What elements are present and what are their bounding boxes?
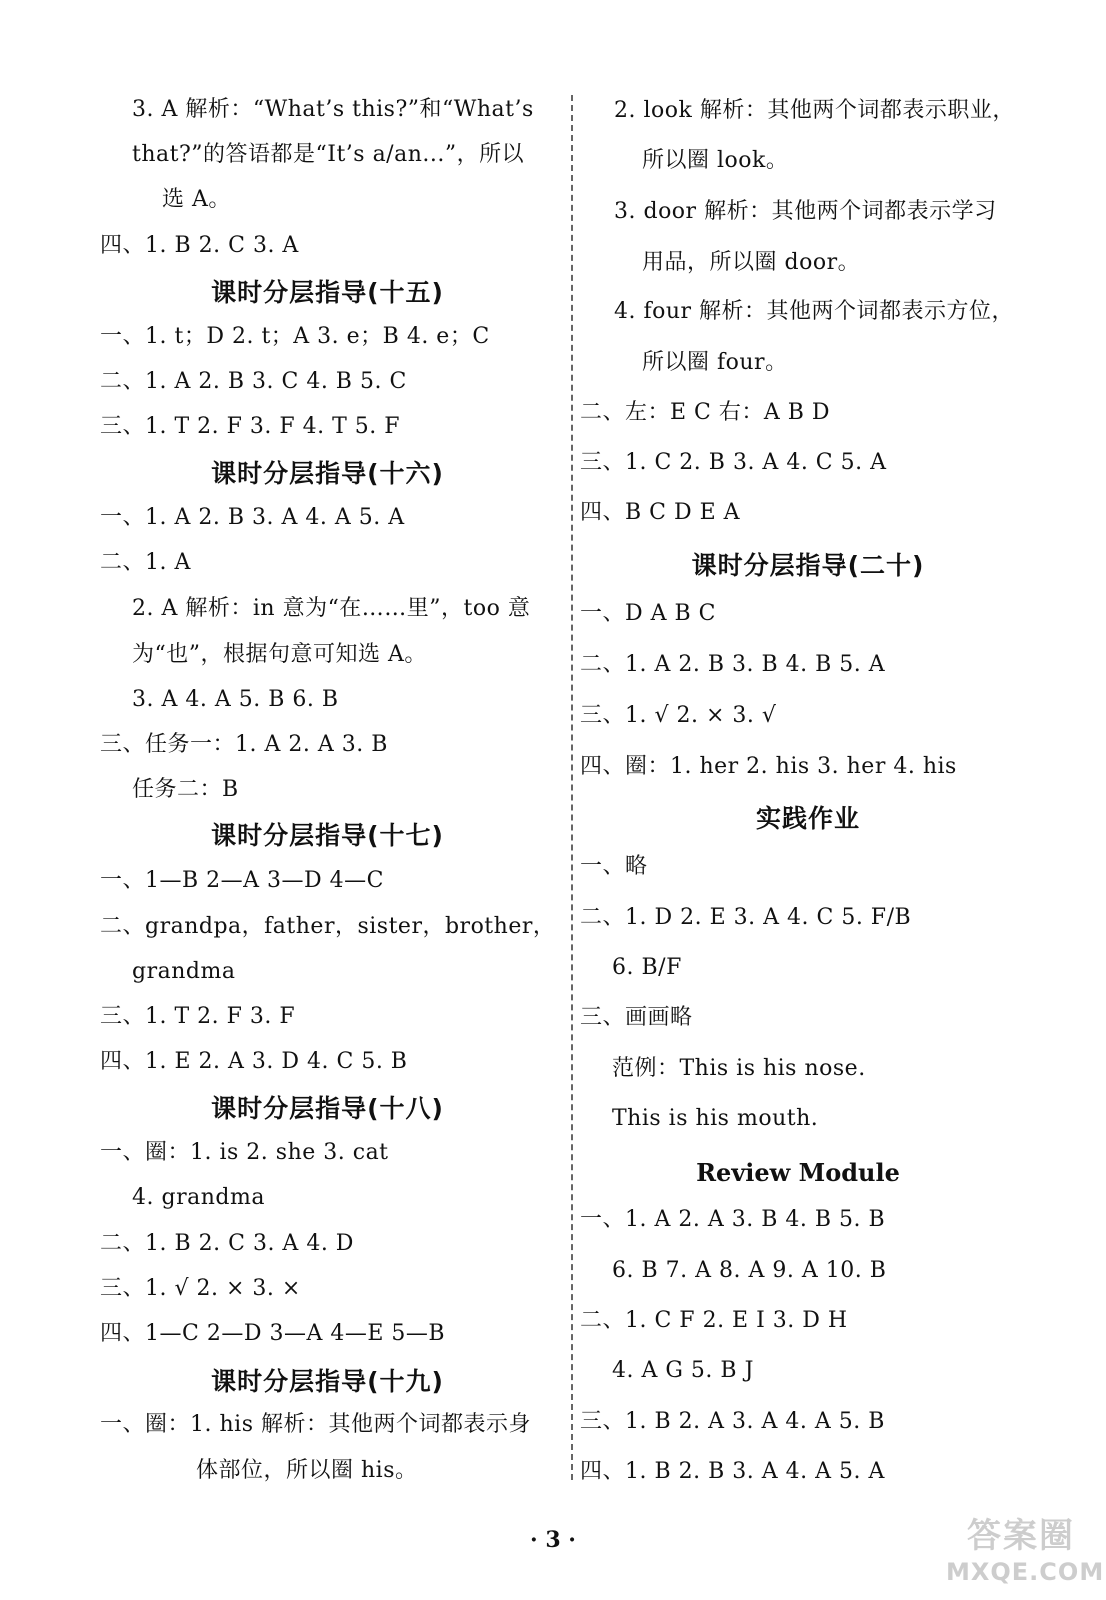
answer-line: 为“也”，根据句意可知选 A。 (132, 642, 427, 667)
answer-line: 用品，所以圈 door。 (642, 250, 861, 275)
answer-line: that?”的答语都是“It’s a/an...”，所以 (132, 142, 525, 167)
section-heading: 课时分层指导(十九) (211, 1367, 444, 1396)
answer-line: grandma (132, 959, 236, 984)
answer-line: 一、1. A 2. B 3. A 4. A 5. A (100, 505, 405, 530)
answer-line: 三、1. B 2. A 3. A 4. A 5. B (580, 1409, 885, 1434)
answer-line: 二、1. B 2. C 3. A 4. D (100, 1231, 354, 1256)
watermark-url: MXQE.COM (946, 1558, 1105, 1586)
answer-line: 3. A 解析：“What’s this?”和“What’s (132, 97, 534, 122)
page-number: · 3 · (530, 1527, 576, 1553)
answer-line: 三、画画略 (580, 1005, 693, 1030)
answer-line: 二、1. A 2. B 3. C 4. B 5. C (100, 369, 407, 394)
answer-line: 四、B C D E A (580, 500, 741, 525)
answer-line: 二、1. A 2. B 3. B 4. B 5. A (580, 652, 886, 677)
section-heading: 实践作业 (755, 804, 860, 833)
answer-line: 3. A 4. A 5. B 6. B (132, 687, 339, 712)
section-heading: 课时分层指导(十八) (211, 1094, 444, 1123)
answer-line: 所以圈 four。 (642, 350, 788, 375)
section-heading: 课时分层指导(十五) (211, 278, 444, 307)
answer-line: 4. A G 5. B J (612, 1358, 754, 1383)
answer-line: 二、1. D 2. E 3. A 4. C 5. F/B (580, 905, 912, 930)
answer-line: 6. B 7. A 8. A 9. A 10. B (612, 1258, 887, 1283)
answer-line: 一、D A B C (580, 601, 717, 626)
answer-line: 一、1—B 2—A 3—D 4—C (100, 868, 384, 893)
watermark-logo (946, 1514, 1105, 1594)
answer-line: 四、1—C 2—D 3—A 4—E 5—B (100, 1321, 446, 1346)
column-divider (571, 95, 573, 1480)
answer-line: 三、任务一：1. A 2. A 3. B (100, 732, 388, 757)
section-heading: 课时分层指导(二十) (691, 551, 925, 580)
answer-line: This is his mouth. (612, 1106, 819, 1131)
answer-line: 四、圈：1. her 2. his 3. her 4. his (580, 754, 957, 779)
answer-line: 四、1. B 2. C 3. A (100, 233, 299, 258)
answer-line: 体部位，所以圈 his。 (196, 1458, 418, 1483)
answer-line: 二、1. C F 2. E I 3. D H (580, 1308, 848, 1333)
answer-line: 三、1. T 2. F 3. F (100, 1004, 296, 1029)
answer-line: 选 A。 (162, 187, 231, 212)
section-heading: 课时分层指导(十七) (211, 821, 444, 850)
answer-line: 二、1. A (100, 550, 191, 575)
answer-line: 一、略 (580, 854, 648, 879)
watermark-title: 答案圈 (967, 1516, 1075, 1556)
answer-line: 一、1. A 2. A 3. B 4. B 5. B (580, 1207, 886, 1232)
answer-line: 二、左：E C 右：A B D (580, 400, 831, 425)
answer-line: 一、圈：1. his 解析：其他两个词都表示身 (100, 1412, 531, 1437)
answer-line: 所以圈 look。 (642, 148, 789, 173)
answer-line: 3. door 解析：其他两个词都表示学习 (614, 199, 997, 224)
answer-line: 三、1. T 2. F 3. F 4. T 5. F (100, 414, 401, 439)
answer-line: 一、圈：1. is 2. she 3. cat (100, 1140, 389, 1165)
answer-line: 2. look 解析：其他两个词都表示职业， (614, 98, 1015, 123)
section-heading: 课时分层指导(十六) (211, 459, 444, 488)
answer-line: 三、1. C 2. B 3. A 4. C 5. A (580, 450, 887, 475)
section-heading: Review Module (696, 1158, 900, 1187)
answer-line: 四、1. B 2. B 3. A 4. A 5. A (580, 1459, 885, 1484)
answer-line: 4. four 解析：其他两个词都表示方位， (614, 299, 1015, 324)
answer-line: 四、1. E 2. A 3. D 4. C 5. B (100, 1049, 408, 1074)
answer-line: 范例：This is his nose. (612, 1056, 866, 1081)
answer-line: 一、1. t；D 2. t；A 3. e；B 4. e；C (100, 324, 490, 349)
answer-line: 2. A 解析：in 意为“在……里”，too 意 (132, 596, 531, 621)
answer-line: 三、1. √ 2. × 3. × (100, 1276, 301, 1301)
answer-line: 任务二：B (132, 777, 239, 802)
answer-line: 二、grandpa，father，sister，brother， (100, 914, 556, 939)
answer-line: 6. B/F (612, 955, 682, 980)
answer-line: 三、1. √ 2. × 3. √ (580, 703, 777, 728)
answer-line: 4. grandma (132, 1185, 265, 1210)
